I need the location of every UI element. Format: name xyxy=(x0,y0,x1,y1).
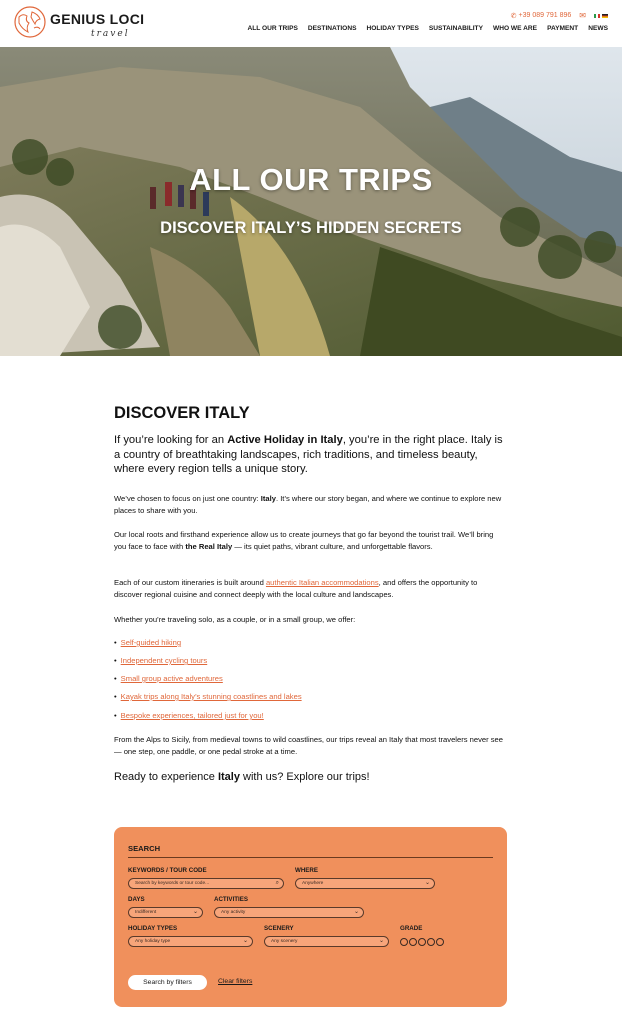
search-icon: ⌕ xyxy=(275,880,279,886)
list-item xyxy=(114,656,207,665)
p2-text: Our local roots and firsthand experience allow us to create journeys that go far beyond the tourist trail. We’ll bring you face to face with xyxy=(114,530,494,551)
hero-subtitle: DISCOVER ITALY’S HIDDEN SECRETS xyxy=(160,219,462,237)
accommodations-link[interactable]: authentic Italian accommodations xyxy=(265,578,379,587)
holiday-types-label: HOLIDAY TYPES xyxy=(128,925,178,932)
holiday-types-value: Any holiday type xyxy=(135,939,171,944)
hero-title: ALL OUR TRIPS xyxy=(189,162,433,197)
paragraph-2 xyxy=(114,529,506,552)
holiday-types-select[interactable] xyxy=(128,936,253,947)
chevron-down-icon: ⌄ xyxy=(242,938,248,944)
logo-globe-icon xyxy=(13,5,47,39)
brand-tagline: travel xyxy=(91,29,130,39)
p3-text: Each of our custom itineraries is built around xyxy=(114,578,266,587)
chevron-down-icon: ⌄ xyxy=(378,938,384,944)
nav-sustainability[interactable]: SUSTAINABILITY xyxy=(428,25,483,32)
scenery-label: SCENERY xyxy=(264,925,294,932)
logo[interactable] xyxy=(13,5,143,41)
closing-text-2: with us? Explore our trips! xyxy=(239,771,370,783)
where-label: WHERE xyxy=(295,867,319,874)
nav-payment[interactable]: PAYMENT xyxy=(547,25,579,32)
days-value: Indifferent xyxy=(135,910,157,915)
days-label: DAYS xyxy=(128,896,145,903)
topbar xyxy=(511,11,608,20)
nav-all-our-trips[interactable]: ALL OUR TRIPS xyxy=(247,25,298,32)
section-heading: DISCOVER ITALY xyxy=(114,404,250,422)
paragraph-1 xyxy=(114,493,506,516)
search-button[interactable]: Search by filters xyxy=(128,975,207,990)
kayak-trips-link[interactable]: Kayak trips along Italy’s stunning coastlines and lakes xyxy=(120,692,302,701)
p2-emphasis: the Real Italy xyxy=(185,541,233,551)
list-item xyxy=(114,674,223,683)
where-value: Anywhere xyxy=(302,881,324,886)
scenery-value: Any scenery xyxy=(271,939,298,944)
phone-icon: ✆ xyxy=(510,12,517,20)
list-item xyxy=(114,692,302,701)
small-group-link[interactable]: Small group active adventures xyxy=(120,674,223,683)
grade-circle-icon[interactable] xyxy=(400,938,408,946)
activities-label: ACTIVITIES xyxy=(214,896,249,903)
divider xyxy=(128,857,493,858)
where-select[interactable] xyxy=(295,878,435,889)
list-item xyxy=(114,638,181,647)
list-item xyxy=(114,711,264,720)
lead-text-2: , you’re in the right place. Italy is a country of breathtaking landscapes, rich traditions, and timeless beauty, where every region tells a unique story. xyxy=(114,434,503,475)
clear-filters-link[interactable]: Clear filters xyxy=(218,978,253,985)
chevron-down-icon: ⌄ xyxy=(353,909,359,915)
cycling-tours-link[interactable]: Independent cycling tours xyxy=(120,656,208,665)
grade-selector xyxy=(400,938,444,946)
hero-landscape-image xyxy=(0,47,622,356)
lead-emphasis: Active Holiday in Italy xyxy=(227,434,343,446)
phone-link[interactable] xyxy=(511,12,572,20)
lead-text: If you’re looking for an xyxy=(114,434,228,446)
language-switcher[interactable] xyxy=(594,14,608,18)
chevron-down-icon: ⌄ xyxy=(424,880,430,886)
paragraph-3 xyxy=(114,577,506,600)
closing-line xyxy=(114,771,370,783)
flag-italy-icon[interactable] xyxy=(594,14,600,18)
p1-emphasis: Italy xyxy=(260,494,276,503)
nav-news[interactable]: NEWS xyxy=(588,25,608,32)
chevron-down-icon: ⌄ xyxy=(192,909,198,915)
p1-text: We’ve chosen to focus on just one country: xyxy=(114,494,261,503)
grade-circle-icon[interactable] xyxy=(409,938,417,946)
main-nav xyxy=(247,25,608,32)
flag-germany-icon[interactable] xyxy=(602,14,608,18)
paragraph-5: From the Alps to Sicily, from medieval towns to wild coastlines, our trips reveal an Italy that most travelers never see — one step, one paddle, or one pedal stroke at a time. xyxy=(114,735,503,756)
p1-text-2: . It’s where our story began, and where we continue to explore new places to share with you. xyxy=(114,494,502,515)
mail-icon[interactable]: ✉ xyxy=(579,11,586,20)
grade-circle-icon[interactable] xyxy=(436,938,444,946)
lead-paragraph xyxy=(114,433,506,477)
p2-text-2: — its quiet paths, vibrant culture, and unforgettable flavors. xyxy=(232,541,433,551)
search-title: SEARCH xyxy=(128,844,161,853)
search-panel xyxy=(114,827,507,1007)
nav-who-we-are[interactable]: WHO WE ARE xyxy=(492,25,538,32)
nav-holiday-types[interactable]: HOLIDAY TYPES xyxy=(366,25,419,32)
grade-circle-icon[interactable] xyxy=(418,938,426,946)
self-guided-hiking-link[interactable]: Self-guided hiking xyxy=(120,638,182,647)
closing-text: Ready to experience xyxy=(114,771,218,783)
grade-circle-icon[interactable] xyxy=(427,938,435,946)
keywords-input[interactable] xyxy=(128,878,284,889)
bespoke-experiences-link[interactable]: Bespoke experiences, tailored just for you! xyxy=(120,711,264,720)
activities-value: Any activity xyxy=(221,910,246,915)
grade-label: GRADE xyxy=(400,925,423,932)
keywords-placeholder: Search by keywords or tour code... xyxy=(135,881,210,886)
hero-banner xyxy=(0,47,622,356)
p3-text-2: , and offers the opportunity to discover regional cuisine and connect deeply with the local culture and landscapes. xyxy=(114,578,478,599)
days-select[interactable] xyxy=(128,907,203,918)
phone-number: +39 089 791 896 xyxy=(518,12,572,19)
paragraph-4: Whether you’re traveling solo, as a couple, or in a small group, we offer: xyxy=(114,615,356,624)
scenery-select[interactable] xyxy=(264,936,389,947)
keywords-label: KEYWORDS / TOUR CODE xyxy=(128,867,207,874)
closing-emphasis: Italy xyxy=(217,771,240,783)
activities-select[interactable] xyxy=(214,907,364,918)
brand-name: GENIUS LOCI xyxy=(50,11,145,27)
site-header xyxy=(0,0,622,47)
nav-destinations[interactable]: DESTINATIONS xyxy=(307,25,357,32)
